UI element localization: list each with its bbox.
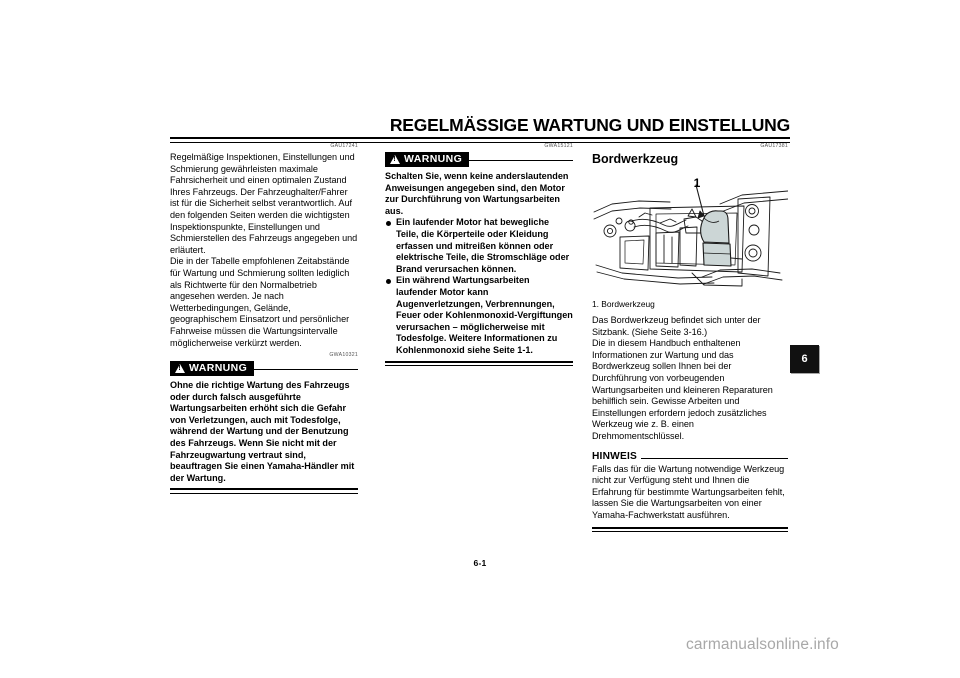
list-item bbox=[385, 217, 573, 275]
warning-badge bbox=[385, 152, 469, 167]
watermark: carmanualsonline.info bbox=[686, 636, 839, 653]
warning-text: Ohne die richtige Wartung des Fahrzeugs oder durch falsch ausgeführte Wartungsarbeiten erhöht sich die Gefahr von Verletzungen, auch mit Todesfolge, während der Wartung und der Benutzung des Fahrzeugs. Wenn Sie nicht mit der Fahrzeugwartung vertraut sind, beauftragen Sie einen Yamaha-Händler mit der Wartung. bbox=[170, 380, 355, 483]
warning-header-rule bbox=[469, 160, 573, 161]
page-number: 6-1 bbox=[473, 558, 487, 568]
reference-code-gwa10321: GWA10321 bbox=[329, 352, 358, 359]
column-three bbox=[592, 142, 788, 532]
warning-triangle-icon bbox=[390, 155, 400, 164]
figure-caption: 1. Bordwerkzeug bbox=[592, 299, 655, 309]
bullet-dot-icon bbox=[386, 279, 391, 284]
column-three-body bbox=[592, 315, 788, 443]
warning-label: WARNUNG bbox=[404, 152, 463, 165]
bullet-dot-icon bbox=[386, 221, 391, 226]
reference-code-gau17241: GAU17241 bbox=[330, 143, 358, 149]
section-title-bordwerkzeug: Bordwerkzeug bbox=[592, 152, 679, 166]
warning-bullet-text: Ein während Wartungsarbeiten laufender Motor kann Augenverletzungen, Verbrennungen, Feuer oder Kohlenmonoxid-Vergiftungen verursachen – möglicherweise mit Todesfolge. Weitere Informationen zu Kohlenmonoxid siehe Seite 1-1. bbox=[396, 275, 573, 355]
warning-header bbox=[385, 152, 573, 167]
warning-body bbox=[385, 171, 573, 357]
note-body bbox=[592, 464, 788, 522]
warning-block-gwa15121 bbox=[385, 152, 573, 366]
column-one bbox=[170, 142, 358, 493]
chapter-tab-6: 6 bbox=[790, 345, 819, 373]
warning-bullet-text: Ein laufender Motor hat bewegliche Teile, die Körperteile oder Kleidung erfassen und mitreißen können oder elektrische Teile, die Stromschläge oder Brand verursachen können. bbox=[396, 217, 570, 274]
note-header-rule bbox=[641, 458, 788, 459]
paragraph-toolkit-2: Die in diesem Handbuch enthaltenen Informationen zur Wartung und das Bordwerkzeug sollen Ihnen bei der Durchführung von vorbeugenden Wartungsarbeiten und kleineren Reparaturen behilflich sein. Gewisse Arbeiten und Einstellungen erfordern jedoch zusätzliches Werkzeug wie z. B. einen Drehmomentschlüssel. bbox=[592, 338, 773, 441]
figure-illustration bbox=[592, 173, 788, 295]
warning-badge bbox=[170, 361, 254, 376]
warning-bullet-list bbox=[385, 217, 573, 356]
page-header bbox=[170, 116, 790, 142]
reference-code-gau17381: GAU17381 bbox=[760, 143, 788, 149]
reference-code-gwa15121: GWA15121 bbox=[544, 143, 573, 149]
note-header bbox=[592, 450, 788, 463]
warning-body bbox=[170, 380, 358, 484]
list-item bbox=[385, 275, 573, 356]
warning-intro-text: Schalten Sie, wenn keine anderslautenden Anweisungen angegeben sind, den Motor zur Durchführung von Wartungsarbeiten aus. bbox=[385, 171, 569, 216]
warning-header bbox=[170, 361, 358, 376]
column-one-body bbox=[170, 152, 358, 349]
warning-triangle-icon bbox=[175, 364, 185, 373]
note-text: Falls das für die Wartung notwendige Werkzeug nicht zur Verfügung steht und Ihnen die Erfahrung für bestimmte Wartungsarbeiten fehlt, lassen Sie die Wartungsarbeiten von einer Yamaha-Fachwerkstatt ausführen. bbox=[592, 463, 785, 520]
page-title: REGELMÄSSIGE WARTUNG UND EINSTELLUNG bbox=[389, 115, 790, 135]
note-block bbox=[592, 450, 788, 532]
paragraph-intro-1: Regelmäßige Inspektionen, Einstellungen und Schmierung gewährleisten maximale Fahrsicherheit und einen optimalen Zustand Ihres Fahrzeugs. Der Fahrzeughalter/Fahrer ist für die Sicherheit selbst verantwortlich. Auf den folgenden Seiten werden die wichtigsten Inspektionspunkte, Einstellungen und Schmierstellen des Fahrzeugs angegeben und erläutert. bbox=[170, 152, 358, 255]
warning-label: WARNUNG bbox=[189, 361, 248, 374]
warning-block-gwa10321 bbox=[170, 351, 358, 493]
figure-callout-number: 1 bbox=[693, 176, 701, 190]
figure-toolkit-location bbox=[592, 173, 788, 295]
paragraph-toolkit-1: Das Bordwerkzeug befindet sich unter der Sitzbank. (Siehe Seite 3-16.) bbox=[592, 315, 761, 337]
note-bottom-rule bbox=[592, 527, 788, 532]
warning-bottom-rule bbox=[170, 488, 358, 493]
column-two bbox=[385, 142, 573, 366]
note-label: HINWEIS bbox=[592, 450, 637, 462]
warning-header-rule bbox=[254, 369, 358, 370]
warning-bottom-rule bbox=[385, 361, 573, 366]
paragraph-intro-2: Die in der Tabelle empfohlenen Zeitabstände für Wartung und Schmierung sollten lediglich als Richtwerte für den Normalbetrieb angesehen werden. Je nach Wetterbedingungen, Gelände, geographischem Einsatzort und persönlicher Fahrweise müssen die Wartungsintervalle möglicherweise verkürzt werden. bbox=[170, 256, 350, 348]
